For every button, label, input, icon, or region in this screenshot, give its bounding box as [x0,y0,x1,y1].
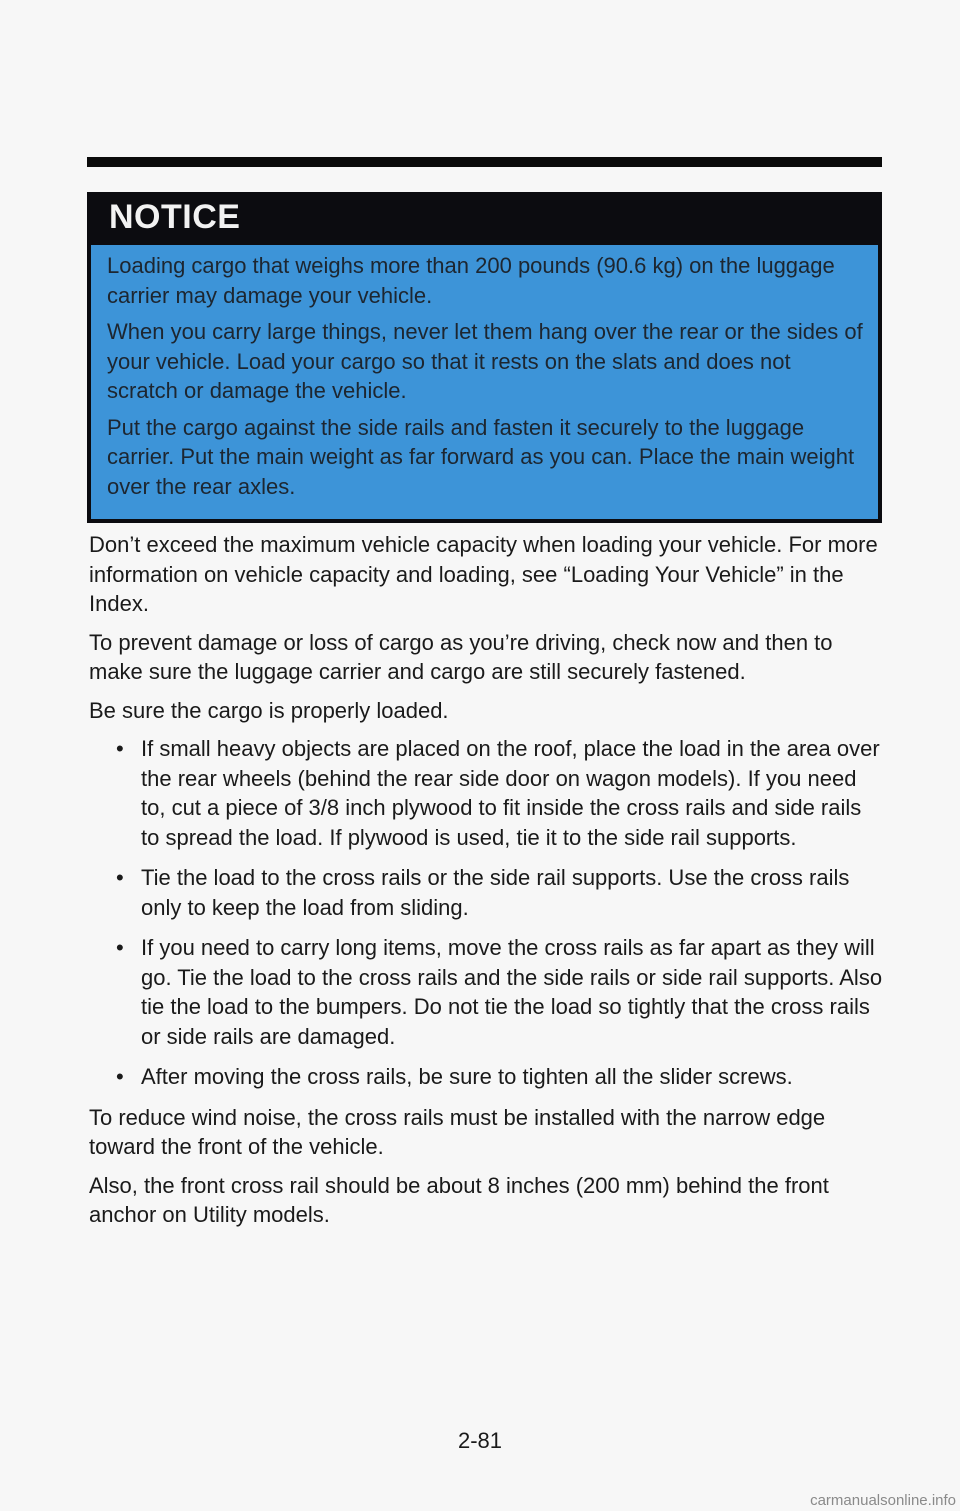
bullet-icon: • [116,935,124,960]
list-item [89,1062,884,1092]
list-item-text: After moving the cross rails, be sure to tighten all the slider screws. [141,1064,793,1089]
page-number: 2-81 [457,1428,503,1453]
notice-body [91,245,878,519]
watermark: carmanualsonline.info [810,1492,956,1509]
body-paragraph: Be sure the cargo is properly loaded. [89,697,449,723]
list-item-text: If small heavy objects are placed on the roof, place the load in the area over the rear wheels (behind the rear side door on wagon models). If you need to, cut a piece of 3/8 inch plywood to fit inside the cross rails and side rails to spread the load. If plywood is used, tie it to the side rail supports. [141,736,880,850]
loading-tips-list [89,734,884,1092]
notice-paragraph: When you carry large things, never let them hang over the rear or the sides of your vehicle. Load your cargo so that it rests on the slats and does not scratch or damage the vehicle. [107,319,863,403]
body-paragraph: To reduce wind noise, the cross rails must be installed with the narrow edge toward the front of the vehicle. [89,1104,826,1159]
notice-paragraph: Put the cargo against the side rails and fasten it securely to the luggage carrier. Put the main weight as far forward as you can. Place the main weight over the rear axles. [107,414,855,499]
notice-title: NOTICE [109,198,241,236]
list-item [89,863,884,922]
bullet-icon: • [116,865,124,890]
list-item-text: Tie the load to the cross rails or the side rail supports. Use the cross rails only to keep the load from sliding. [141,865,850,920]
notice-box [87,192,882,523]
body-paragraph: To prevent damage or loss of cargo as you’re driving, check now and then to make sure the luggage carrier and cargo are still securely fastened. [89,629,833,684]
list-item [89,734,884,852]
body-content [89,530,884,1239]
list-item-text: If you need to carry long items, move the cross rails as far apart as they will go. Tie the load to the cross rails and the side rails or side rail supports. Also tie the load to the bumpers. Do not tie the load so tightly that the cross rails or side rails are damaged. [141,935,883,1049]
list-item [89,933,884,1051]
notice-paragraph: Loading cargo that weighs more than 200 pounds (90.6 kg) on the luggage carrier may damage your vehicle. [107,253,835,308]
bullet-icon: • [116,1064,124,1089]
body-paragraph: Don’t exceed the maximum vehicle capacity when loading your vehicle. For more information on vehicle capacity and loading, see “Loading Your Vehicle” in the Index. [89,532,878,616]
top-rule [87,157,882,167]
bullet-icon: • [116,736,124,761]
body-paragraph: Also, the front cross rail should be about 8 inches (200 mm) behind the front anchor on Utility models. [89,1172,829,1227]
